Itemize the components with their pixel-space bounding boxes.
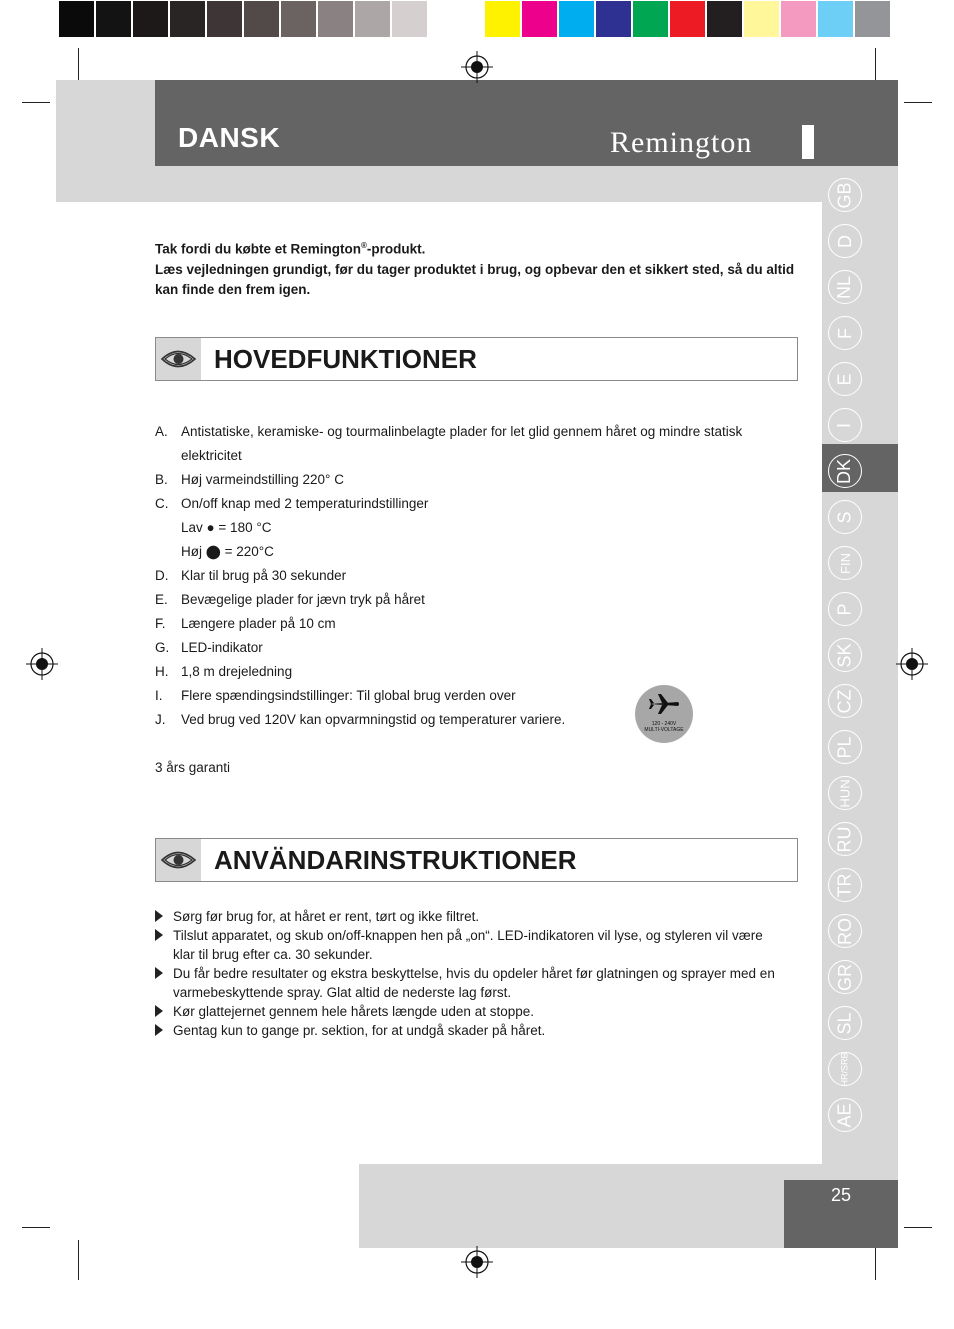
language-tab-label: I	[834, 422, 855, 428]
language-tab-label: RO	[834, 917, 855, 945]
page-number: 25	[830, 1185, 852, 1205]
language-tab-ro[interactable]	[828, 914, 862, 948]
intro-text	[155, 236, 795, 300]
feature-item	[155, 588, 775, 612]
bullet-triangle-icon	[155, 1005, 163, 1017]
language-tab-label: CZ	[834, 689, 855, 713]
language-tab-p[interactable]	[828, 592, 862, 626]
feature-text: Ved brug ved 120V kan opvarmningstid og temperaturer variere.	[181, 712, 566, 727]
instruction-text: Tilslut apparatet, og skub on/off-knappen hen på „on“. LED-indikatoren vil lyse, og styleren vil være klar til brug efter ca. 30 sekunder.	[173, 928, 763, 962]
language-tab-gr[interactable]	[828, 960, 862, 994]
language-tab-e[interactable]	[828, 362, 862, 396]
language-tab-label: AE	[834, 1102, 855, 1128]
registered-mark: ®	[361, 241, 367, 250]
feature-letter: G.	[155, 640, 170, 655]
language-tab-label: F	[834, 327, 855, 339]
color-swatch	[484, 0, 521, 38]
language-tab-label: S	[834, 510, 855, 524]
language-tab-i[interactable]	[828, 408, 862, 442]
color-calibration-bar-2	[484, 0, 891, 38]
registration-mark-icon	[461, 1246, 493, 1278]
feature-item	[155, 468, 775, 492]
feature-letter: E.	[155, 592, 168, 607]
feature-text: On/off knap med 2 temperaturindstillinger	[181, 496, 429, 511]
language-tab-label: E	[834, 372, 855, 386]
color-swatch	[669, 0, 706, 38]
color-swatch	[595, 0, 632, 38]
language-tab-label: NL	[834, 275, 855, 299]
section-icon-cell	[156, 839, 201, 881]
feature-list	[155, 420, 775, 732]
registration-mark-icon	[26, 648, 58, 680]
feature-item	[155, 660, 775, 684]
language-tab-label: HR/SRB	[839, 1051, 850, 1087]
instruction-text: Kør glattejernet gennem hele hårets længde uden at stoppe.	[173, 1004, 534, 1019]
color-swatch	[169, 0, 206, 38]
color-swatch	[132, 0, 169, 38]
color-swatch	[428, 0, 465, 38]
intro-line1: Tak fordi du købte et Remington	[155, 241, 362, 257]
language-tab-ru[interactable]	[828, 822, 862, 856]
language-tab-label: SL	[834, 1011, 855, 1035]
instruction-item	[155, 964, 785, 1002]
language-tab-label: TR	[834, 873, 855, 897]
feature-item	[155, 612, 775, 636]
language-tab-nl[interactable]	[828, 270, 862, 304]
feature-text: Længere plader på 10 cm	[181, 616, 336, 631]
language-tab-f[interactable]	[828, 316, 862, 350]
bullet-triangle-icon	[155, 910, 163, 922]
section-header-instructions	[155, 838, 798, 882]
language-tab-label: HUN	[837, 778, 853, 808]
language-tab-label: GB	[834, 181, 855, 209]
instruction-item	[155, 907, 785, 926]
crop-mark	[22, 102, 50, 103]
instruction-list	[155, 907, 785, 1040]
eye-icon	[156, 839, 201, 881]
language-tab-d[interactable]	[828, 224, 862, 258]
language-tab-hr-srb[interactable]	[828, 1052, 862, 1086]
instruction-text: Sørg før brug for, at håret er rent, tørt og ikke filtret.	[173, 909, 480, 924]
feature-letter: B.	[155, 472, 168, 487]
color-swatch	[317, 0, 354, 38]
feature-item	[155, 420, 775, 468]
color-swatch	[706, 0, 743, 38]
intro-line1-suffix: -produkt.	[366, 241, 426, 257]
feature-letter: H.	[155, 664, 169, 679]
section-title: ANVÄNDARINSTRUKTIONER	[214, 845, 577, 875]
language-tab-s[interactable]	[828, 500, 862, 534]
language-tab-label: RU	[834, 826, 855, 852]
section-header-features	[155, 337, 798, 381]
language-tab-cz[interactable]	[828, 684, 862, 718]
instruction-item	[155, 1002, 785, 1021]
language-tab-pl[interactable]	[828, 730, 862, 764]
color-swatch	[280, 0, 317, 38]
feature-letter: D.	[155, 568, 169, 583]
bullet-triangle-icon	[155, 929, 163, 941]
color-swatch	[521, 0, 558, 38]
section-icon-cell	[156, 338, 201, 380]
feature-text: LED-indikator	[181, 640, 263, 655]
airplane-icon	[648, 692, 680, 716]
instruction-text: Gentag kun to gange pr. sektion, for at undgå skader på håret.	[173, 1023, 546, 1038]
language-tab-label: SK	[834, 642, 855, 668]
voltage-label: 120 - 240V	[651, 721, 677, 727]
registration-mark-icon	[461, 51, 493, 83]
language-tab-label: D	[834, 234, 855, 248]
feature-letter: I.	[155, 688, 163, 703]
color-swatch	[95, 0, 132, 38]
feature-text: Klar til brug på 30 sekunder	[181, 568, 347, 583]
intro-line2: Læs vejledningen grundigt, før du tager produktet i brug, og opbevar den et sikkert sted, så du altid kan finde den frem igen.	[155, 261, 795, 297]
section-title: HOVEDFUNKTIONER	[214, 344, 477, 374]
color-swatch	[391, 0, 428, 38]
language-tab-gb[interactable]	[828, 178, 862, 212]
color-calibration-bar	[58, 0, 465, 38]
language-tab-sk[interactable]	[828, 638, 862, 672]
warranty-text: 3 års garanti	[155, 760, 231, 775]
feature-letter: C.	[155, 496, 169, 511]
color-swatch	[743, 0, 780, 38]
crop-mark	[904, 1227, 932, 1228]
feature-item	[155, 516, 775, 540]
crop-mark	[22, 1227, 50, 1228]
color-swatch	[780, 0, 817, 38]
feature-item	[155, 492, 775, 516]
bullet-triangle-icon	[155, 1024, 163, 1036]
instruction-text: Du får bedre resultater og ekstra beskyttelse, hvis du opdeler håret før glatningen og sprayer med en varmebeskyttende spray. Glat altid de nederste lag først.	[173, 966, 775, 1000]
feature-item	[155, 564, 775, 588]
language-tab-label: DK	[834, 458, 855, 484]
feature-text: Bevægelige plader for jævn tryk på håret	[181, 592, 425, 607]
feature-text: 1,8 m drejeledning	[181, 664, 293, 679]
language-tab-tr[interactable]	[828, 868, 862, 902]
instruction-item	[155, 1021, 785, 1040]
feature-letter: A.	[155, 424, 168, 439]
feature-letter: F.	[155, 616, 166, 631]
feature-text: Lav ● = 180 °C	[181, 520, 272, 535]
language-tab-ae[interactable]	[828, 1098, 862, 1132]
multi-voltage-badge	[635, 685, 693, 743]
color-swatch	[243, 0, 280, 38]
color-swatch	[558, 0, 595, 38]
instruction-item	[155, 926, 785, 964]
feature-text: Høj varmeindstilling 220° C	[181, 472, 344, 487]
language-tab-hun[interactable]	[828, 776, 862, 810]
brand-logo: Remington	[610, 126, 753, 159]
language-tab-sl[interactable]	[828, 1006, 862, 1040]
registration-mark-icon	[896, 648, 928, 680]
multi-voltage-label: MULTI-VOLTAGE	[644, 727, 684, 733]
language-tab-dk[interactable]	[828, 454, 862, 488]
language-tab-label: FIN	[837, 552, 853, 574]
color-swatch	[854, 0, 891, 38]
feature-item	[155, 636, 775, 660]
feature-letter: J.	[155, 712, 166, 727]
color-swatch	[58, 0, 95, 38]
page-title: DANSK	[178, 122, 281, 153]
crop-mark	[904, 102, 932, 103]
eye-icon	[156, 338, 201, 380]
color-swatch	[206, 0, 243, 38]
color-swatch	[817, 0, 854, 38]
feature-item	[155, 540, 775, 564]
color-swatch	[632, 0, 669, 38]
brand-logo-bar	[802, 125, 814, 159]
feature-text: Høj ⬤ = 220°C	[181, 544, 274, 559]
language-tab-label: PL	[834, 735, 855, 759]
crop-mark	[78, 1240, 79, 1280]
language-tab-label: P	[834, 602, 855, 616]
bullet-triangle-icon	[155, 967, 163, 979]
feature-text: Antistatiske, keramiske- og tourmalinbelagte plader for let glid gennem håret og mindre statisk elektricitet	[181, 424, 743, 463]
feature-text: Flere spændingsindstillinger: Til global brug verden over	[181, 688, 516, 703]
color-swatch	[354, 0, 391, 38]
language-tab-label: GR	[834, 963, 855, 991]
language-tab-fin[interactable]	[828, 546, 862, 580]
